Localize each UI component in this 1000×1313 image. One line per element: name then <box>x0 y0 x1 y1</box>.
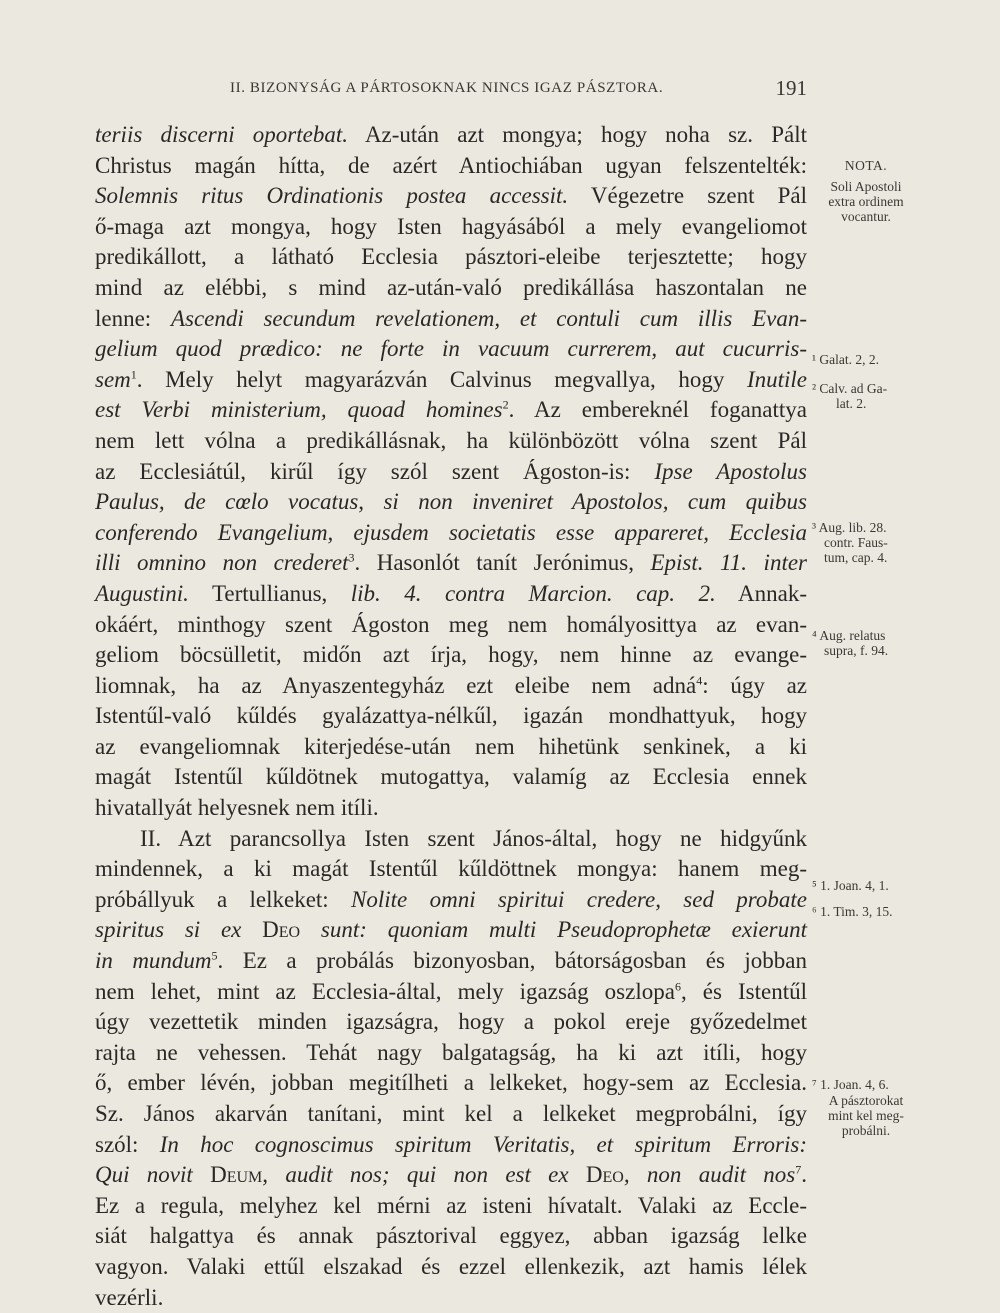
text-line: Paulus, de cœlo vocatus, si non inveniret Apostolos, cum quibus <box>95 489 807 515</box>
text-line: Ez a regula, melyhez kel mérni az isteni hívatalt. Valaki az Eccle- <box>95 1192 807 1218</box>
footnote-ref: 5 <box>211 948 218 963</box>
text-line: az Ecclesiátúl, kirűl így szól szent Ágoston-is: Ipse Apostolus <box>95 458 807 484</box>
text-line: úgy vezettetik minden igazságra, hogy a pokol ereje győzedelmet <box>95 1009 807 1035</box>
text-line: Sz. János akarván tanítani, mint kel a lelkeket megprobálni, így <box>95 1101 807 1126</box>
text-line: vezérli. <box>95 1284 164 1310</box>
text-line: mindennek, a ki magát Istentűl kűldöttnek mongya: hanem meg- <box>95 856 807 882</box>
text-line: az evangeliomnak kiterjedése-után nem hihetünk senkinek, a ki <box>95 733 807 759</box>
text-line: siát halgattya és annak pásztorival eggyez, abban igazság lelke <box>95 1223 807 1249</box>
text-line: szól: In hoc cognoscimus spiritum Veritatis, et spiritum Erroris: <box>95 1131 807 1157</box>
footnote-ref: 6 <box>674 978 681 993</box>
text-line: spiritus si ex Deo sunt: quoniam multi Pseudoprophetæ exierunt <box>95 917 807 943</box>
margin-note-shepherds: A pásztorokat mint kel meg- probálni. <box>828 1093 904 1138</box>
footnote-ref: 2 <box>502 397 509 412</box>
text-line: conferendo Evangelium, ejusdem societatis esse appareret, Ecclesia <box>95 519 807 545</box>
footnote-ref: 7 <box>795 1162 802 1177</box>
margin-footnote-3: ³ Aug. lib. 28. contr. Faus- tum, cap. 4. <box>812 520 888 565</box>
page-number: 191 <box>775 76 807 100</box>
text-line: hivatallyát helyesnek nem itíli. <box>95 795 379 821</box>
text-line: mind az elébbi, s mind az-után-való predikállása haszontalan ne <box>95 274 807 300</box>
text-line: illi omnino non crederet$^3$. Hasonlót tanít Jerónimus, Epist. 11. inter <box>95 550 808 576</box>
text-line: Qui novit Deum, audit nos; qui non est ex Deo, non audit nos$^7$. <box>95 1162 808 1188</box>
text-line: sem$^1$. Mely helyt magyarázván Calvinus megvallya, hogy Inutile <box>95 366 807 392</box>
margin-footnote-7: ⁷ 1. Joan. 4, 6. <box>812 1077 889 1092</box>
running-header <box>95 76 807 106</box>
header-title: II. BIZONYSÁG A PÁRTOSOKNAK NINCS IGAZ PÁSZTORA. <box>230 80 664 96</box>
margin-footnote-4: ⁴ Aug. relatus supra, f. 94. <box>812 628 889 658</box>
text-line: okáért, minthogy szent Ágoston meg nem homályosittya az evan- <box>95 611 807 637</box>
text-line: ő-maga azt mongya, hogy Isten hagyásából a mely evangeliomot <box>95 213 807 239</box>
margin-footnote-5: ⁵ 1. Joan. 4, 1. <box>812 878 889 893</box>
text-line: predikállott, a látható Ecclesia pásztori-eleibe terjesztette; hogy <box>95 244 807 270</box>
text-line: ő, ember lévén, jobban megitílheti a lelkeket, hogy-sem az Ecclesia. <box>95 1070 807 1096</box>
body-text <box>95 120 807 1313</box>
text-line: magát Istentűl kűldötnek mutogattya, valamíg az Ecclesia ennek <box>95 764 807 790</box>
text-line: rajta ne vehessen. Tehát nagy balgatagság, ha ki azt itíli, hogy <box>95 1039 807 1065</box>
text-line: Solemnis ritus Ordinationis postea accessit. Végezetre szent Pál <box>95 183 808 209</box>
text-line: Istentűl-való kűldés gyalázattya-nélkűl, igazán mondhattyuk, hogy <box>95 703 807 729</box>
text-line: II. Azt parancsollya Isten szent János-által, hogy ne hidgyűnk <box>140 825 807 851</box>
text-line: Augustini. Tertullianus, lib. 4. contra Marcion. cap. 2. Annak- <box>95 580 807 606</box>
margin-footnote-6: ⁶ 1. Tim. 3, 15. <box>812 904 893 919</box>
footnote-ref: 4 <box>696 673 703 688</box>
text-line: gelium quod prædico: ne forte in vacuum currerem, aut cucurris- <box>95 336 807 362</box>
text-line: Christus magán hítta, de azért Antiochiában ugyan felszentelték: <box>95 152 807 178</box>
text-line: nem lett vólna a predikállásnak, ha különbözött vólna szent Pál <box>95 427 807 453</box>
text-line: geliom böcsülletit, midőn azt írja, hogy, nem hinne az evange- <box>95 642 807 668</box>
text-line: est Verbi ministerium, quoad homines$^2$. Az embereknél foganattya <box>95 397 807 423</box>
footnote-ref: 1 <box>130 367 137 382</box>
margin-note-title: NOTA. <box>844 158 888 173</box>
text-line: vagyon. Valaki ettűl elszakad és ezzel ellenkezik, azt hamis lélek <box>95 1253 807 1279</box>
margin-note-nota: NOTA. Soli Apostoli extra ordinem vocantur. <box>812 158 920 224</box>
text-line: próbállyuk a lelkeket: Nolite omni spiritui credere, sed probate <box>95 886 807 912</box>
text-line: liomnak, ha az Anyaszentegyház ezt eleibe nem adná$^4$: úgy az <box>95 672 807 698</box>
footnote-ref: 3 <box>348 550 355 565</box>
margin-footnote-2: ² Calv. ad Ga- lat. 2. <box>812 381 888 411</box>
text-line: lenne: Ascendi secundum revelationem, et contuli cum illis Evan- <box>95 305 807 331</box>
text-line: nem lehet, mint az Ecclesia-által, mely igazság oszlopa$^6$, és Istentűl <box>95 978 807 1004</box>
text-line: in mundum$^5$. Ez a probálás bizonyosban, bátorságosban és jobban <box>95 948 807 974</box>
text-line: teriis discerni oportebat. Az-után azt mongya; hogy noha sz. Pált <box>95 122 807 147</box>
margin-footnote-1: ¹ Galat. 2, 2. <box>812 352 880 367</box>
